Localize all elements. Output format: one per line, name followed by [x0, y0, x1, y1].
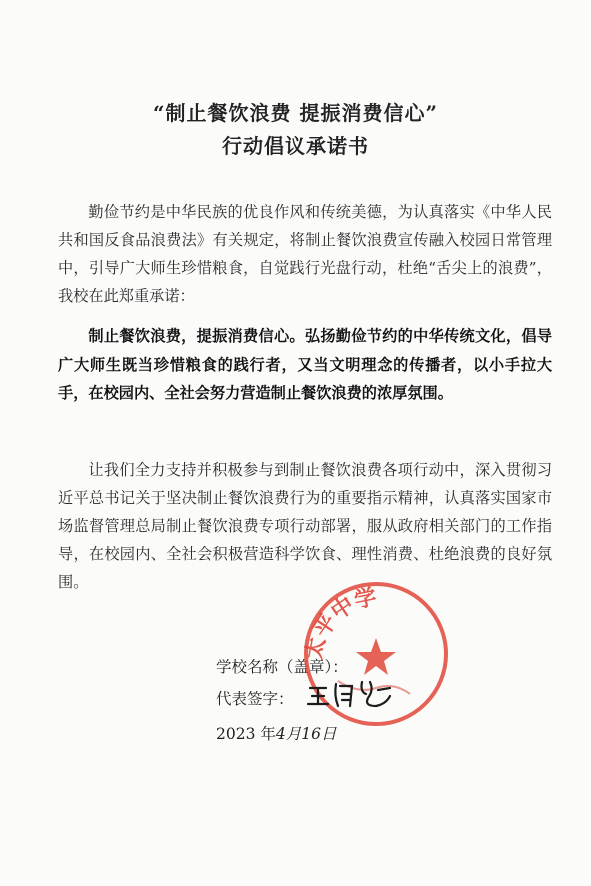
seal-text: 太平中学 [301, 584, 379, 662]
paragraph-intro: 勤俭节约是中华民族的优良作风和传统美德，为认真落实《中华人民共和国反食品浪费法》有关规定，将制止餐饮浪费宣传融入校园日常管理中，引导广大师生珍惜粮食，自觉践行光盘行动，杜绝“舌尖上的浪费”，我校在此郑重承诺： [58, 203, 552, 305]
date-year: 2023 年 [216, 725, 276, 743]
school-name-label: 学校名称（盖章）： [216, 658, 348, 676]
date-month-day: 4月16日 [275, 725, 337, 743]
paragraph-action: 让我们全力支持并积极参与到制止餐饮浪费各项行动中，深入贯彻习近平总书记关于坚决制止餐饮浪费行为的重要指示精神，认真落实国家市场监督管理总局制止餐饮浪费专项行动部署，服从政府相关部门的工作指导，在校园内、全社会积极营造科学饮食、理性消费、杜绝浪费的良好氛围。 [58, 461, 552, 591]
seal-star-icon [356, 638, 396, 675]
paragraph-commitment: 制止餐饮浪费，提振消费信心。弘扬勤俭节约的中华传统文化，倡导广大师生既当珍惜粮食的践行者，又当文明理念的传播者，以小手拉大手，在校园内、全社会努力营造制止餐饮浪费的浓厚氛围。 [58, 327, 552, 402]
document-title-line2: 行动倡议承诺书 [222, 134, 369, 158]
representative-signature [304, 676, 396, 710]
document-title-line1: “制止餐饮浪费 提振消费信心” [153, 101, 438, 125]
representative-label: 代表签字： [216, 690, 294, 708]
